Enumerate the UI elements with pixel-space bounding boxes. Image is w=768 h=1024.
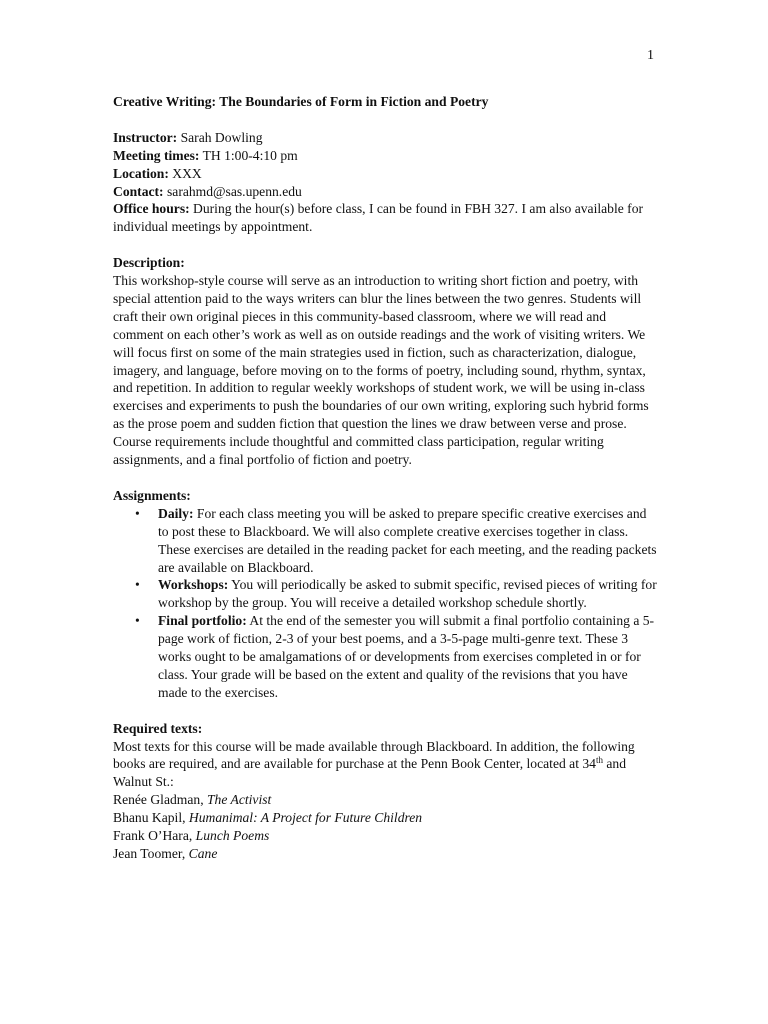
assignment-item-workshops bbox=[113, 576, 658, 612]
assignment-label: Final portfolio: bbox=[158, 613, 247, 629]
location-label: Location: bbox=[113, 165, 169, 181]
office-hours-value: During the hour(s) before class, I can be found in FBH 327. I am also available for individual meetings by appointment. bbox=[113, 201, 644, 235]
assignments-list bbox=[113, 505, 658, 702]
instructor-label: Instructor: bbox=[113, 129, 178, 145]
assignments-heading: Assignments: bbox=[113, 487, 191, 503]
office-hours-line bbox=[113, 200, 658, 236]
assignment-text: At the end of the semester you will submit a final portfolio containing a 5-page work of fiction, 2-3 of your best poems, and a 3-5-page multi-genre text. These 3 works ought to be amalgamations of or developments from exercises completed in or for class. Your grade will be based on the extent and quality of the revisions that you have made to the exercises. bbox=[158, 613, 655, 700]
location-line bbox=[113, 165, 658, 183]
bullet: • bbox=[135, 577, 140, 593]
course-info bbox=[113, 129, 658, 236]
required-texts-intro bbox=[113, 738, 658, 792]
assignment-text: For each class meeting you will be asked to prepare specific creative exercises and to post these to Blackboard. We will also complete creative exercises together in class. These exercises are detailed in the reading packet for each meeting, and the reading packets are available on Blackboard. bbox=[158, 505, 657, 575]
required-texts-intro-end: and Walnut St.: bbox=[113, 756, 627, 790]
book-author: Frank O’Hara, bbox=[113, 828, 196, 844]
description-heading: Description: bbox=[113, 255, 185, 271]
instructor-value: Sarah Dowling bbox=[177, 129, 263, 145]
assignment-item-final-portfolio bbox=[113, 612, 658, 702]
location-value: XXX bbox=[168, 165, 202, 181]
assignment-text: You will periodically be asked to submit specific, revised pieces of writing for workshop by the group. You will receive a detailed workshop schedule shortly. bbox=[158, 577, 657, 611]
book-entry bbox=[113, 791, 658, 809]
page-number: 1 bbox=[647, 48, 654, 63]
assignment-item-daily bbox=[113, 505, 658, 577]
contact-label: Contact: bbox=[113, 183, 164, 199]
book-author: Bhanu Kapil, bbox=[113, 810, 189, 826]
instructor-line bbox=[113, 129, 658, 147]
document-body bbox=[113, 93, 658, 863]
book-title: The Activist bbox=[207, 792, 272, 808]
ordinal-suffix: th bbox=[595, 755, 603, 766]
contact-value: sarahmd@sas.upenn.edu bbox=[163, 183, 302, 199]
contact-line bbox=[113, 183, 658, 201]
document-title: Creative Writing: The Boundaries of Form in Fiction and Poetry bbox=[113, 94, 489, 109]
assignment-label: Workshops: bbox=[158, 577, 229, 593]
description-text: This workshop-style course will serve as an introduction to writing short fiction and poetry, with special attention paid to the ways writers can blur the lines between the two genres. Students will craft their own original pieces in this community-based classroom, where we will read and comment on each other’s work as well as on outside readings and the work of visiting writers. We will focus first on some of the main strategies used in fiction, such as characterization, dialogue, imagery, and language, before moving on to the forms of poetry, including sound, rhythm, syntax, and repetition. In addition to regular weekly workshops of student work, we will be using in-class exercises and experiments to push the boundaries of our own writing, exploring such hybrid forms as the prose poem and sudden fiction that question the lines we draw between verse and prose. Course requirements include thoughtful and committed class participation, regular writing assignments, and a final portfolio of fiction and poetry. bbox=[113, 273, 649, 468]
book-title: Cane bbox=[188, 846, 218, 861]
office-hours-label: Office hours: bbox=[113, 201, 190, 217]
bullet: • bbox=[135, 613, 140, 629]
meeting-times-label: Meeting times: bbox=[113, 147, 200, 163]
book-entry bbox=[113, 809, 658, 827]
book-entry bbox=[113, 827, 658, 845]
book-author: Renée Gladman, bbox=[113, 792, 207, 808]
book-entry bbox=[113, 845, 658, 863]
book-author: Jean Toomer, bbox=[113, 846, 189, 861]
book-title: Humanimal: A Project for Future Children bbox=[188, 810, 423, 826]
required-texts-heading: Required texts: bbox=[113, 720, 203, 736]
book-title: Lunch Poems bbox=[195, 828, 270, 844]
meeting-times-line bbox=[113, 147, 658, 165]
assignment-label: Daily: bbox=[158, 505, 194, 521]
required-texts-intro-text: Most texts for this course will be made available through Blackboard. In addition, the following books are required, and are available for purchase at the Penn Book Center, located at 34 bbox=[113, 738, 635, 772]
bullet: • bbox=[135, 505, 140, 521]
meeting-times-value: TH 1:00-4:10 pm bbox=[199, 147, 298, 163]
